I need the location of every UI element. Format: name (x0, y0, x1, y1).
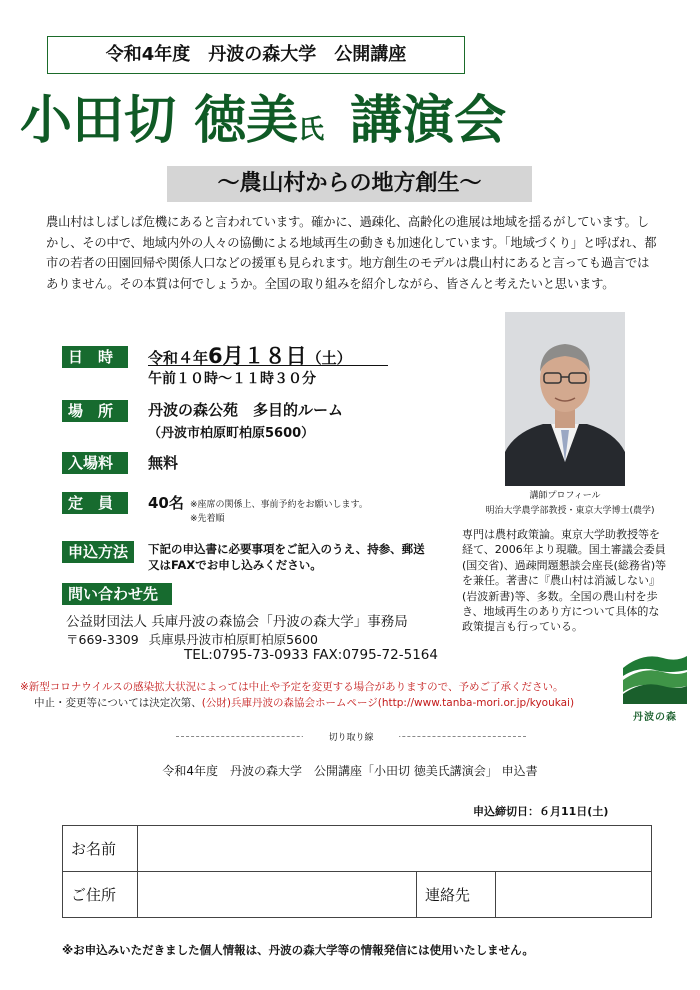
postal-code: 〒669-3309 (66, 632, 139, 647)
notice-line-1: ※新型コロナウイルスの感染拡大状況によっては中止や予定を変更する場合がありますので、予めご了承ください。 (20, 681, 564, 693)
notice-line-2 (20, 696, 630, 712)
date-prefix: 令和４年 (148, 349, 209, 367)
org-address (66, 630, 318, 648)
speaker-name: 小田切 徳美 (20, 91, 299, 151)
tel-fax: TEL:0795-73-0933 FAX:0795-72-5164 (184, 647, 438, 663)
notice (20, 680, 630, 711)
name-field[interactable] (138, 826, 652, 872)
headline (20, 78, 690, 158)
logo-mark (623, 650, 687, 704)
capacity-note: ※座席の関係上、事前予約をお願いします。 (190, 500, 368, 510)
apply-line-1: 下記の申込書に必要事項をご記入のうえ、持参、郵送 (148, 542, 425, 556)
contact-label: 連絡先 (417, 872, 496, 918)
tanba-forest-logo (623, 650, 687, 722)
contact-label: 問い合わせ先 (62, 583, 172, 605)
privacy-note: ※お申込みいただきました個人情報は、丹波の森大学等の情報発信には使用いたしません。 (62, 943, 534, 957)
cut-label: 切り取り線 (303, 730, 399, 743)
place-address: （丹波市柏原町柏原5600） (148, 426, 315, 441)
honorific: 氏 (298, 115, 325, 145)
logo-text: 丹波の森 (633, 712, 677, 723)
time-value: 午前１０時～１１時３０分 (148, 371, 316, 387)
form-title: 令和4年度 丹波の森大学 公開講座「小田切 徳美氏講演会」 申込書 (162, 764, 538, 778)
capacity-note-2: ※先着順 (190, 514, 225, 524)
deadline: 申込締切日：６月11日(土) (473, 805, 609, 818)
date-main: 6月１８日 (208, 344, 307, 368)
series-title: 令和4年度 丹波の森大学 公開講座 (47, 36, 465, 74)
subtitle: ～農山村からの地方創生～ (167, 166, 532, 202)
apply-line-2: 又はFAXでお申し込みください。 (148, 558, 322, 572)
notice-line-2-text: 中止・変更等については決定次第、 (34, 696, 202, 709)
profile-text: 専門は農村政策論。東京大学助教授等を経て、2006年より現職。国土審議会委員(国交省)、過疎問題懇談会座長(総務省)等を兼任。著書に『農山村は消滅しない』(岩波新書)等、多数。全国の農山村を歩き、地域再生のあり方について具体的な政策提言も行っている。 (462, 528, 667, 634)
address-label: ご住所 (63, 872, 138, 918)
date-suffix: （土） (306, 349, 352, 367)
name-label: お名前 (63, 826, 138, 872)
application-form (62, 825, 652, 918)
capacity-label: 定 員 (62, 492, 128, 514)
profile-affiliation: 明治大学農学部教授・東京大学博士(農学) (485, 506, 655, 516)
notice-link: (公財)兵庫丹波の森協会ホームページ(http://www.tanba-mori.or.jp/kyoukai) (201, 696, 575, 709)
street-address: 兵庫県丹波市柏原町柏原5600 (148, 632, 318, 647)
contact-field[interactable] (496, 872, 652, 918)
speaker-photo (505, 312, 625, 486)
intro-text: 農山村はしばしば危機にあると言われています。確かに、過疎化、高齢化の進展は地域を揺るがしています。しかし、その中で、地域内外の人々の協働による地域再生の動きも加速化しています。「地域づくり」と呼ばれ、都市の若者の田園回帰や関係人口などの援軍も見られます。地方創生のモデルは農山村にあると言っても過言ではありません。その本質は何でしょうか。全国の取り組みを紹介しながら、皆さんと考えたいと思います。 (46, 215, 657, 291)
date-label: 日 時 (62, 346, 128, 368)
place-value: 丹波の森公苑 多目的ルーム (148, 401, 344, 419)
apply-label: 申込方法 (62, 541, 134, 563)
event-title: 講演会 (350, 91, 507, 151)
fee-value: 無料 (148, 454, 179, 472)
profile-title: 講師プロフィール (529, 491, 601, 501)
address-field[interactable] (138, 872, 417, 918)
org-name: 公益財団法人 兵庫丹波の森協会「丹波の森大学」事務局 (66, 614, 408, 630)
date-underline (148, 365, 388, 366)
fee-label: 入場料 (62, 452, 128, 474)
capacity-value: 40名 (148, 494, 184, 512)
place-label: 場 所 (62, 400, 128, 422)
